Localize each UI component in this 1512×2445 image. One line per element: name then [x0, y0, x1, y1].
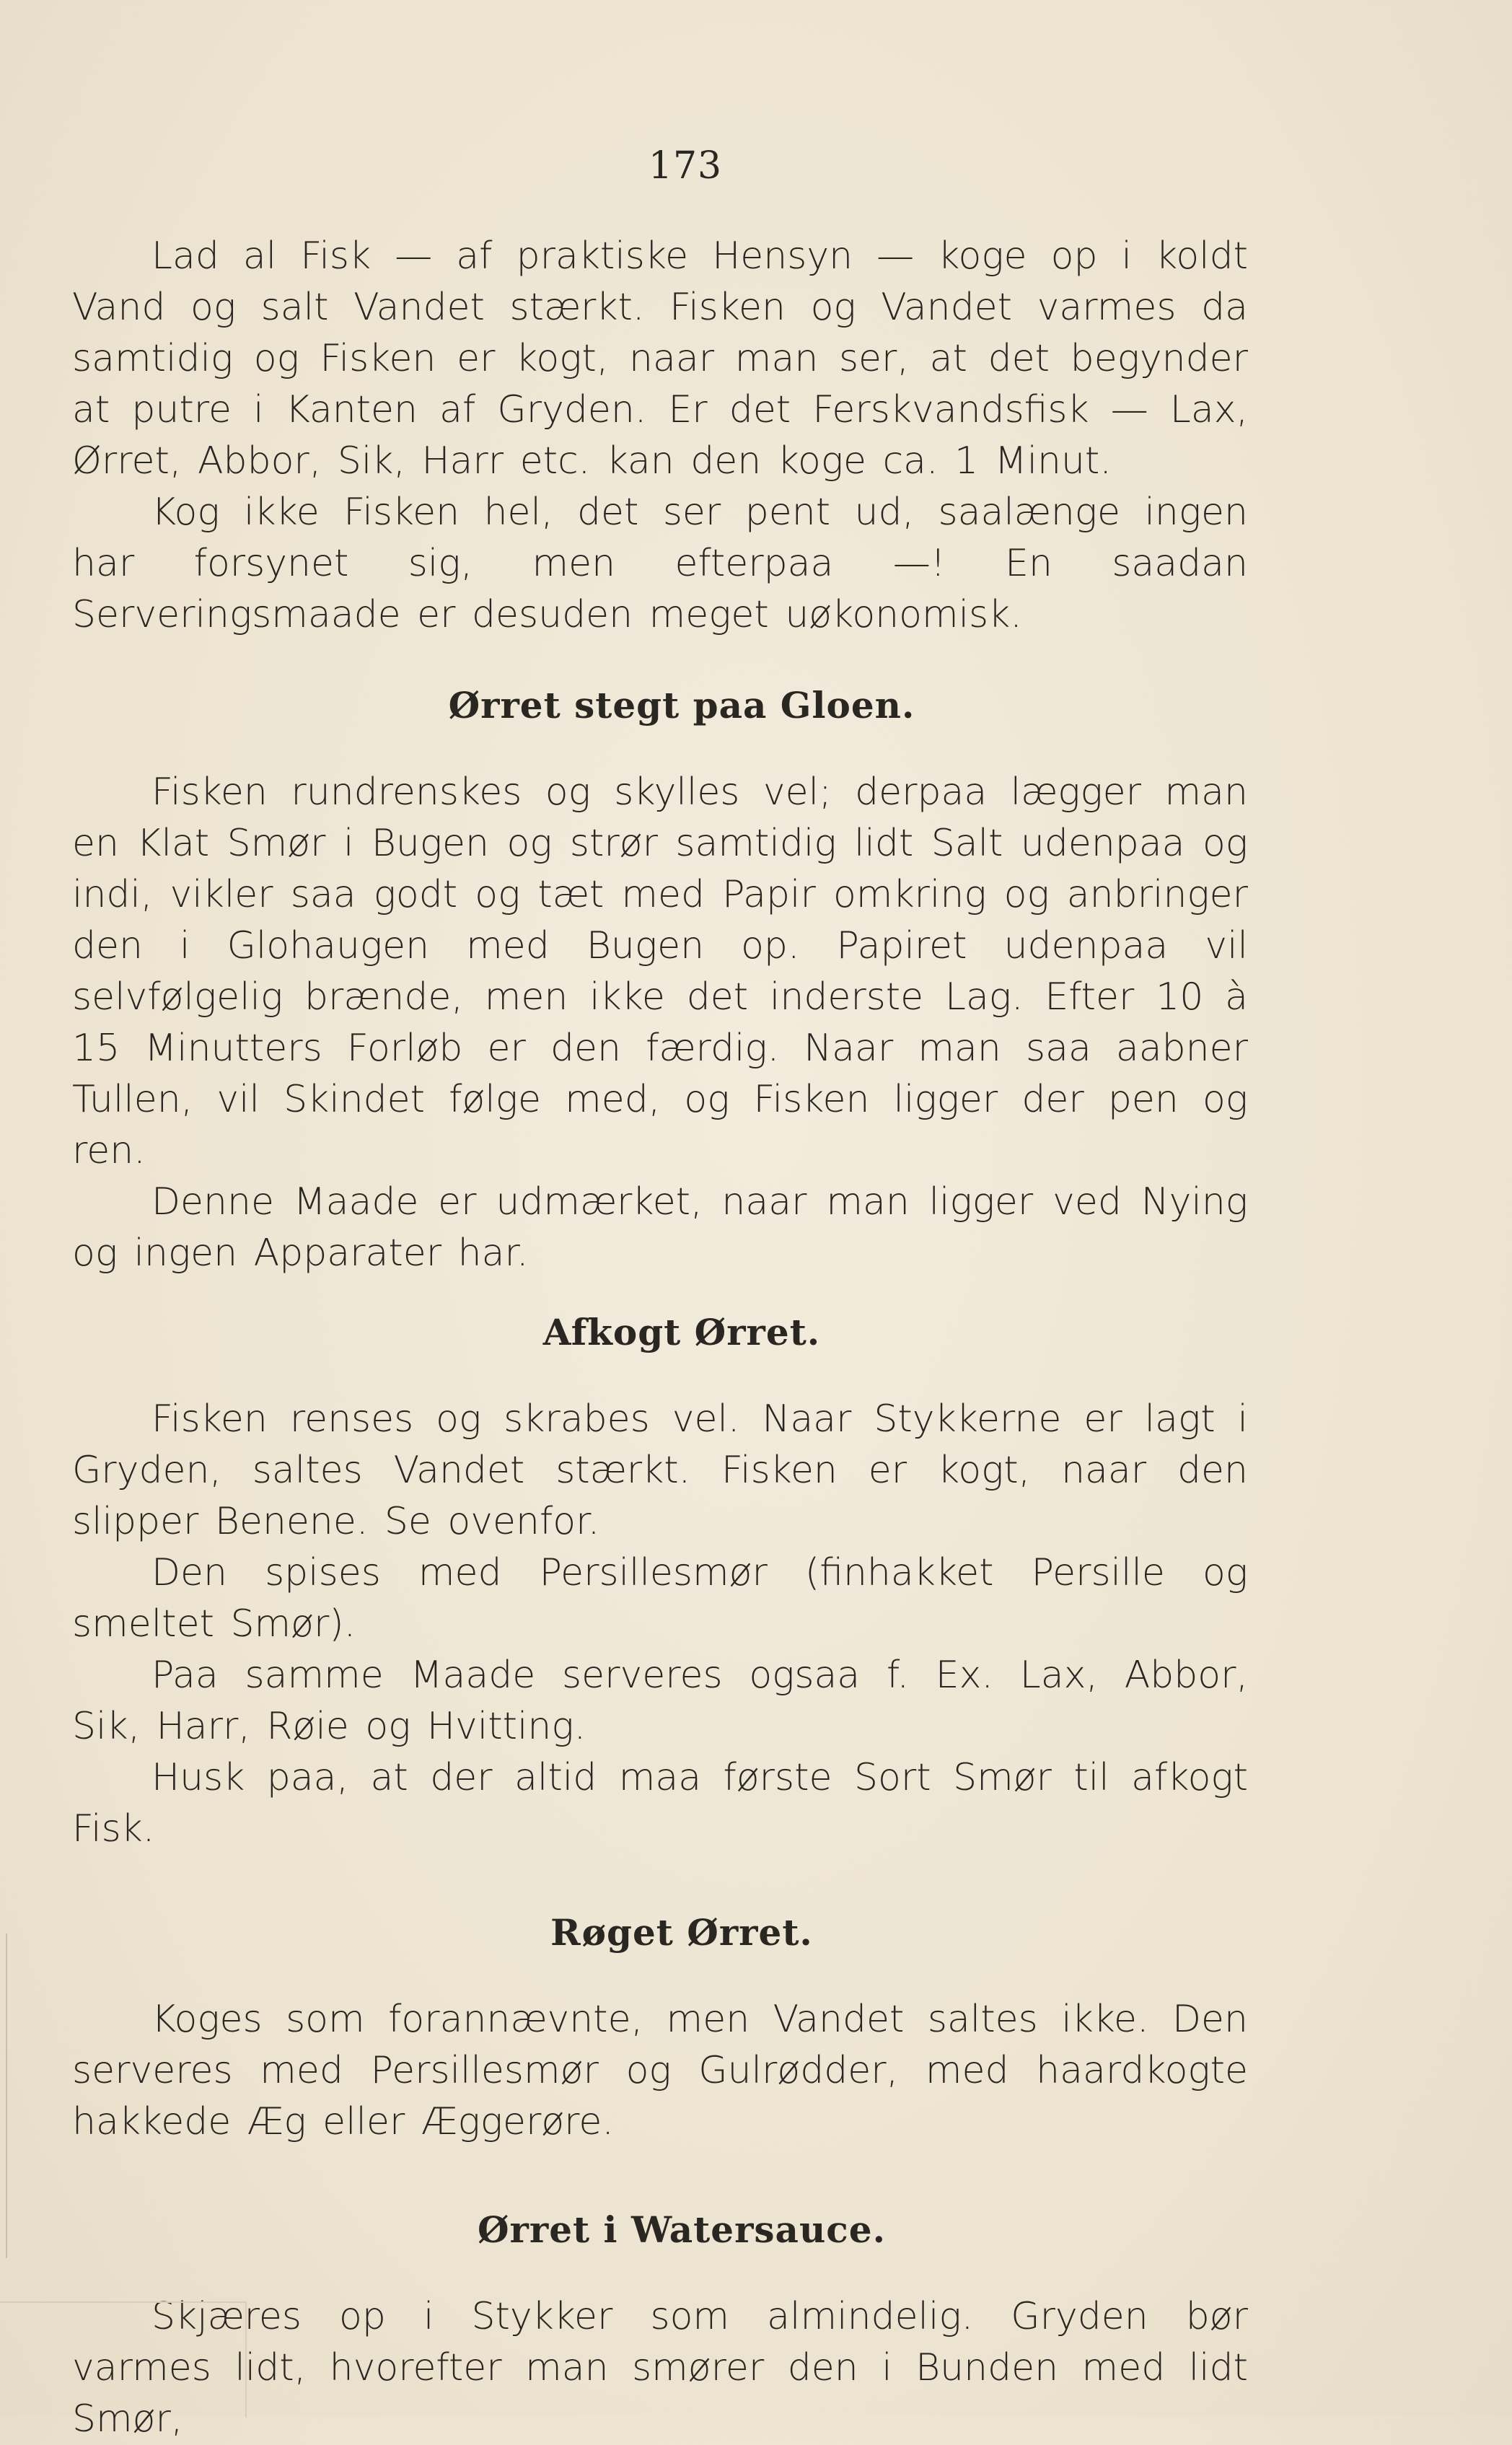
paragraph: Lad al Fisk — af praktiske Hensyn — koge op i koldt Vand og salt Vandet stærkt. Fisken og Vandet varmes da samtidig og Fisken er kogt, naar man ser, at det begynder at putre i Kanten af Gryden. Er det Ferskvandsfisk — Lax, Ørret, Abbor, Sik, Harr etc. kan den koge ca. 1 Minut.	[72, 234, 1248, 483]
section-afkogt-orret	[72, 1311, 1248, 1855]
section-orret-watersauce	[72, 2208, 1248, 2445]
section-heading: Ørret i Watersauce.	[478, 2208, 886, 2251]
paragraph: Koges som forannævnte, men Vandet saltes ikke. Den serveres med Persillesmør og Gulrødder, med haardkogte hakkede Æg eller Æggerøre.	[72, 1998, 1248, 2143]
section-roget-orret	[72, 1911, 1248, 2148]
paragraph: Skjæres op i Stykker som almindelig. Gryden bør varmes lidt, hvorefter man smører den i Bunden med lidt Smør,	[72, 2295, 1248, 2441]
book-page	[72, 144, 1248, 2445]
scan-margin-line	[6, 1933, 7, 2258]
section-heading: Afkogt Ørret.	[542, 1311, 821, 1353]
section-intro	[72, 231, 1248, 641]
paragraph: Paa samme Maade serveres ogsaa f. Ex. Lax, Abbor, Sik, Harr, Røie og Hvitting.	[72, 1654, 1248, 1748]
section-heading: Røget Ørret.	[550, 1911, 813, 1954]
scan-corner-mark	[0, 2301, 247, 2418]
section-orret-stegt	[72, 684, 1248, 1279]
page-number: 173	[648, 144, 723, 188]
paragraph: Fisken rundrenskes og skylles vel; derpaa lægger man en Klat Smør i Bugen og strør samtidig lidt Salt udenpaa og indi, vikler saa godt og tæt med Papir omkring og anbringer den i Glohaugen med Bugen op. Papiret udenpaa vil selvfølgelig brænde, men ikke det inderste Lag. Efter 10 à 15 Minutters Forløb er den færdig. Naar man saa aabner Tullen, vil Skindet følge med, og Fisken ligger der pen og ren.	[72, 771, 1248, 1172]
paragraph: Den spises med Persillesmør (finhakket Persille og smeltet Smør).	[72, 1551, 1248, 1646]
paragraph: Denne Maade er udmærket, naar man ligger ved Nying og ingen Apparater har.	[72, 1180, 1248, 1275]
paragraph: Husk paa, at der altid maa første Sort Smør til afkogt Fisk.	[72, 1756, 1248, 1851]
paragraph: Kog ikke Fisken hel, det ser pent ud, saalænge ingen har forsynet sig, men efterpaa —! En saadan Serveringsmaade er desuden meget uøkonomisk.	[72, 491, 1248, 636]
paragraph: Fisken renses og skrabes vel. Naar Stykkerne er lagt i Gryden, saltes Vandet stærkt. Fisken er kogt, naar den slipper Benene. Se ovenfor.	[72, 1397, 1248, 1543]
section-heading: Ørret stegt paa Gloen.	[448, 684, 915, 727]
